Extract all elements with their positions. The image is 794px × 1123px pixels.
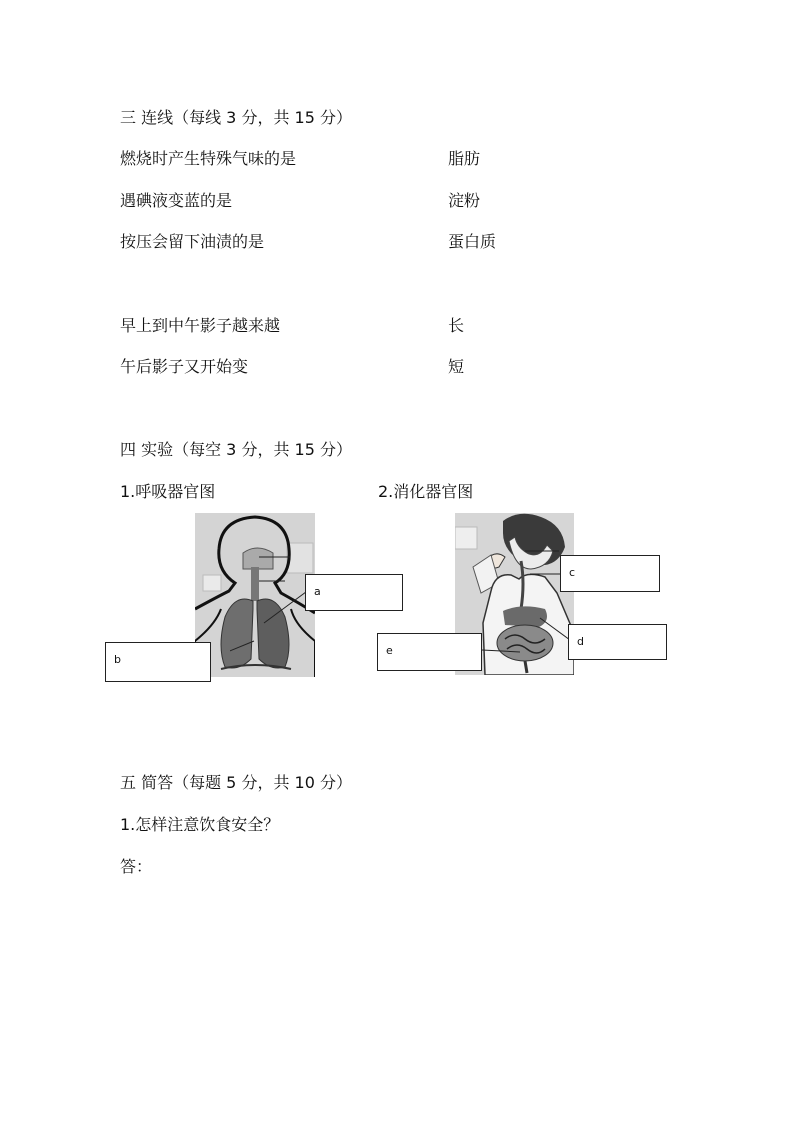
match-right-item-1[interactable]: 脂肪 xyxy=(448,149,481,168)
answer-box-c-label: c xyxy=(569,566,576,579)
answer-box-e[interactable] xyxy=(377,633,482,671)
diagram2-caption: 2.消化器官图 xyxy=(378,482,474,501)
match-left-item-1[interactable]: 燃烧时产生特殊气味的是 xyxy=(120,149,297,168)
match-right-item-2[interactable]: 淀粉 xyxy=(448,191,481,210)
answer-area[interactable] xyxy=(160,855,680,975)
answer-box-a-label: a xyxy=(314,585,321,598)
diagram1-caption: 1.呼吸器官图 xyxy=(120,482,216,501)
section5-title: 五 简答（每题 5 分，共 10 分） xyxy=(120,773,352,792)
question-1: 1.怎样注意饮食安全？ xyxy=(120,815,280,834)
match-right-item-3[interactable]: 蛋白质 xyxy=(448,232,497,251)
answer-box-d[interactable] xyxy=(568,624,667,660)
answer-box-d-label: d xyxy=(577,635,584,648)
answer-label: 答： xyxy=(120,857,153,876)
answer-box-e-label: e xyxy=(386,644,393,657)
match-left-item-4[interactable]: 早上到中午影子越来越 xyxy=(120,316,281,335)
answer-box-a[interactable] xyxy=(305,574,403,611)
answer-box-b[interactable] xyxy=(105,642,211,682)
answer-box-c[interactable] xyxy=(560,555,660,592)
match-left-item-3[interactable]: 按压会留下油渍的是 xyxy=(120,232,265,251)
match-right-item-5[interactable]: 短 xyxy=(448,357,465,376)
match-right-item-4[interactable]: 长 xyxy=(448,316,465,335)
section3-title: 三 连线（每线 3 分，共 15 分） xyxy=(120,108,352,127)
answer-box-b-label: b xyxy=(114,653,121,666)
section4-title: 四 实验（每空 3 分，共 15 分） xyxy=(120,440,352,459)
match-left-item-5[interactable]: 午后影子又开始变 xyxy=(120,357,249,376)
match-left-item-2[interactable]: 遇碘液变蓝的是 xyxy=(120,191,233,210)
